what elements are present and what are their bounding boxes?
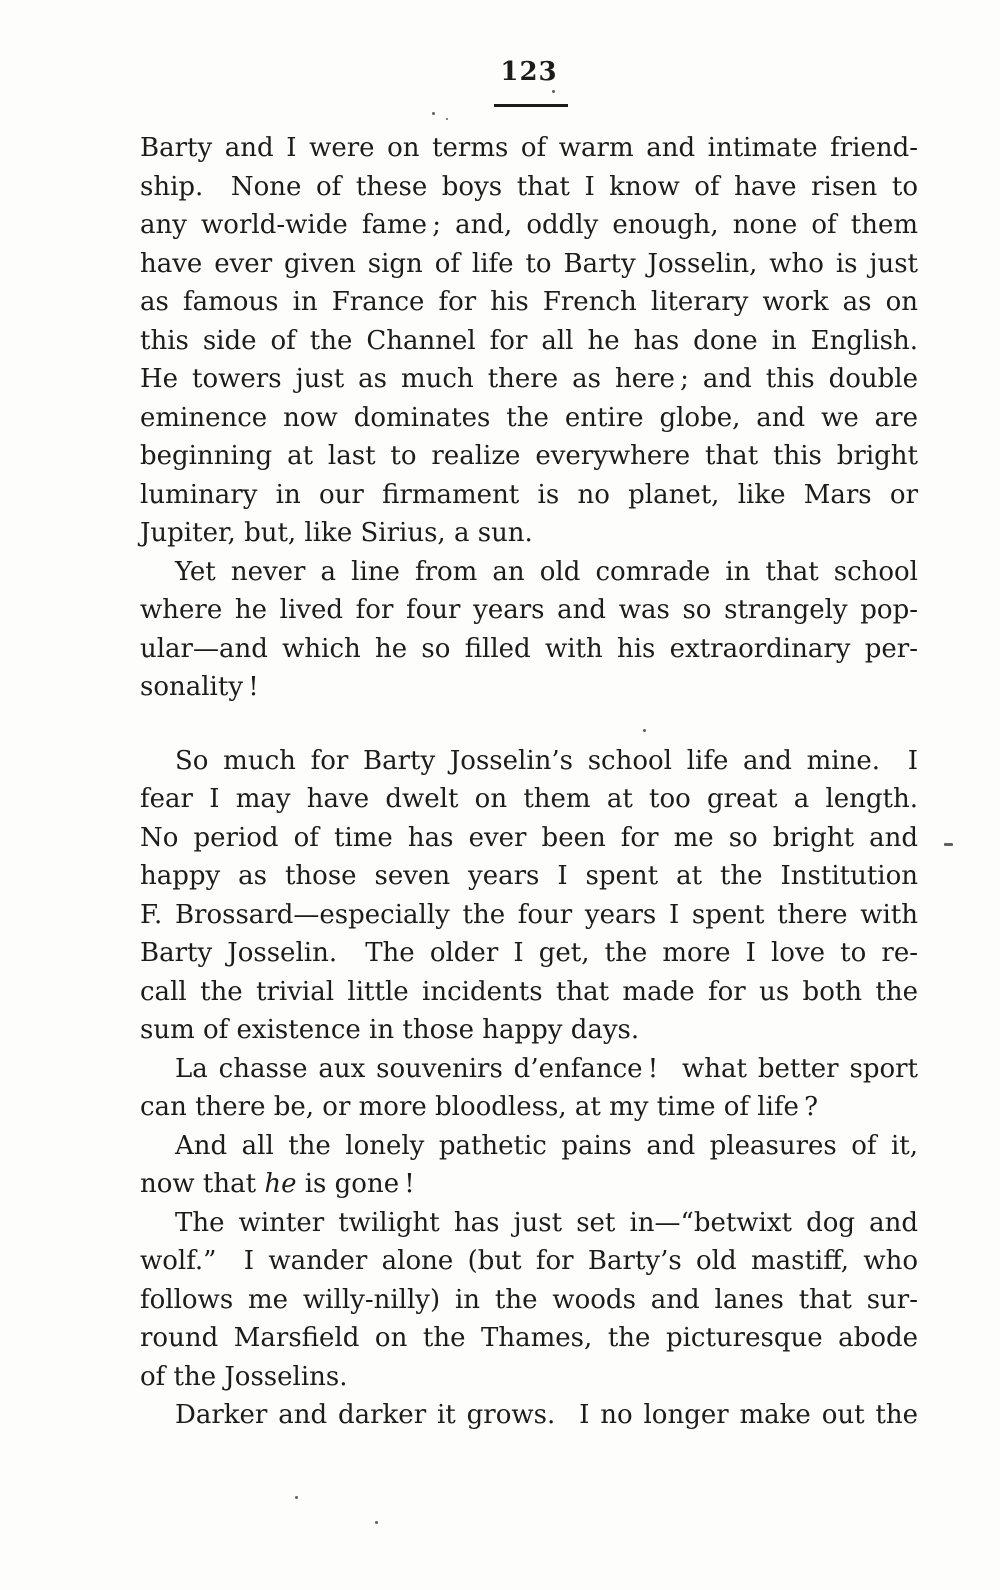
- text-line: [140, 129, 918, 168]
- paragraph: [140, 1396, 918, 1435]
- body-text: where he lived for four years and was so strangely pop-: [140, 595, 918, 625]
- scan-speckle: [432, 112, 435, 115]
- body-text: beginning at last to realize everywhere that this bright: [140, 441, 918, 471]
- text-line: [140, 1165, 918, 1204]
- text-line: [140, 857, 918, 896]
- body-text: this side of the Channel for all he has done in English.: [140, 325, 918, 356]
- body-text: fear I may have dwelt on them at too great a length.: [140, 784, 918, 814]
- text-line: [140, 630, 918, 669]
- body-text: call the trivial little incidents that made for us both the: [140, 976, 918, 1007]
- text-line: [140, 399, 918, 438]
- body-text: Barty and I were on terms of warm and intimate friend-: [140, 133, 918, 163]
- body-text: of the Josselins.: [140, 1361, 348, 1392]
- body-text: La chasse aux souvenirs d’enfance ! what better sport: [175, 1053, 918, 1084]
- body-text: ular—and which he so filled with his extraordinary per-: [140, 633, 918, 664]
- body-text: wolf.” I wander alone (but for Barty’s old mastiff, who: [140, 1246, 918, 1276]
- body-text: He towers just as much there as here ; and this double: [140, 364, 918, 394]
- body-text: have ever given sign of life to Barty Josselin, who is just: [140, 248, 918, 279]
- body-text: luminary in our firmament is no planet, like Mars or: [140, 479, 918, 510]
- body-text: So much for Barty Josselin’s school life and mine. I: [175, 745, 918, 776]
- text-line: [140, 1127, 918, 1166]
- text-line: [140, 437, 918, 476]
- text-line: [140, 1050, 918, 1089]
- scan-speckle: [552, 90, 555, 93]
- body-text: eminence now dominates the entire globe, and we are: [140, 402, 918, 433]
- body-text: ship. None of these boys that I know of have risen to: [140, 171, 918, 202]
- body-text: Yet never a line from an old comrade in that school: [175, 556, 918, 587]
- body-text: is gone !: [296, 1169, 415, 1199]
- text-line: [140, 1319, 918, 1358]
- body-text: happy as those seven years I spent at the Institution: [140, 861, 918, 891]
- text-line: [140, 591, 918, 630]
- text-line: [140, 283, 918, 322]
- text-line: [140, 1204, 918, 1243]
- text-line: [140, 168, 918, 207]
- text-line: [140, 973, 918, 1012]
- text-line: [140, 819, 918, 858]
- page-number: 123: [500, 57, 558, 87]
- body-text: And all the lonely pathetic pains and pleasures of it,: [175, 1130, 918, 1161]
- scan-speckle: [295, 1496, 298, 1499]
- text-line: [140, 553, 918, 592]
- text-line: [140, 1358, 918, 1397]
- page-number-rule: [494, 104, 568, 107]
- paragraph: [140, 1127, 918, 1204]
- paragraph: [140, 1050, 918, 1127]
- body-text: Darker and darker it grows. I no longer make out the: [175, 1400, 918, 1430]
- text-line: [140, 360, 918, 399]
- body-text: sum of existence in those happy days.: [140, 1015, 640, 1045]
- body-text: any world-wide fame ; and, oddly enough, none of them: [140, 210, 918, 240]
- paragraph: [140, 1204, 918, 1397]
- body-text: Barty Josselin. The older I get, the more I love to re-: [140, 938, 918, 968]
- text-line: [140, 206, 918, 245]
- paragraph: [140, 553, 918, 707]
- text-line: [140, 514, 918, 553]
- body-text: Jupiter, but, like Sirius, a sun.: [140, 518, 533, 548]
- body-text: round Marsfield on the Thames, the picturesque abode: [140, 1323, 918, 1353]
- text-line: [140, 1396, 918, 1435]
- body-text: F. Brossard—especially the four years I spent there with: [140, 899, 918, 930]
- text-line: [140, 476, 918, 515]
- body-text: as famous in France for his French literary work as on: [140, 287, 918, 317]
- text-line: [140, 896, 918, 935]
- page-body: [140, 129, 918, 1435]
- paragraph: [140, 129, 918, 553]
- body-text: No period of time has ever been for me so bright and: [140, 822, 918, 853]
- paragraph: [140, 742, 918, 1050]
- body-text: now that: [140, 1169, 265, 1199]
- text-line: [140, 1088, 918, 1127]
- scan-speckle: [375, 1521, 378, 1524]
- text-line: [140, 934, 918, 973]
- scan-speckle: [446, 118, 448, 120]
- italic-text: he: [264, 1169, 297, 1199]
- text-line: [140, 780, 918, 819]
- body-text: sonality !: [140, 672, 259, 702]
- text-line: [140, 245, 918, 284]
- text-line: [140, 1242, 918, 1281]
- text-line: [140, 1011, 918, 1050]
- text-line: [140, 322, 918, 361]
- body-text: follows me willy-nilly) in the woods and lanes that sur-: [140, 1284, 918, 1315]
- scan-speckle: [944, 843, 953, 846]
- text-line: [140, 668, 918, 707]
- text-line: [140, 742, 918, 781]
- body-text: can there be, or more bloodless, at my time of life ?: [140, 1092, 819, 1122]
- text-line: [140, 1281, 918, 1320]
- body-text: The winter twilight has just set in—“betwixt dog and: [175, 1207, 918, 1238]
- scan-speckle: [643, 729, 646, 732]
